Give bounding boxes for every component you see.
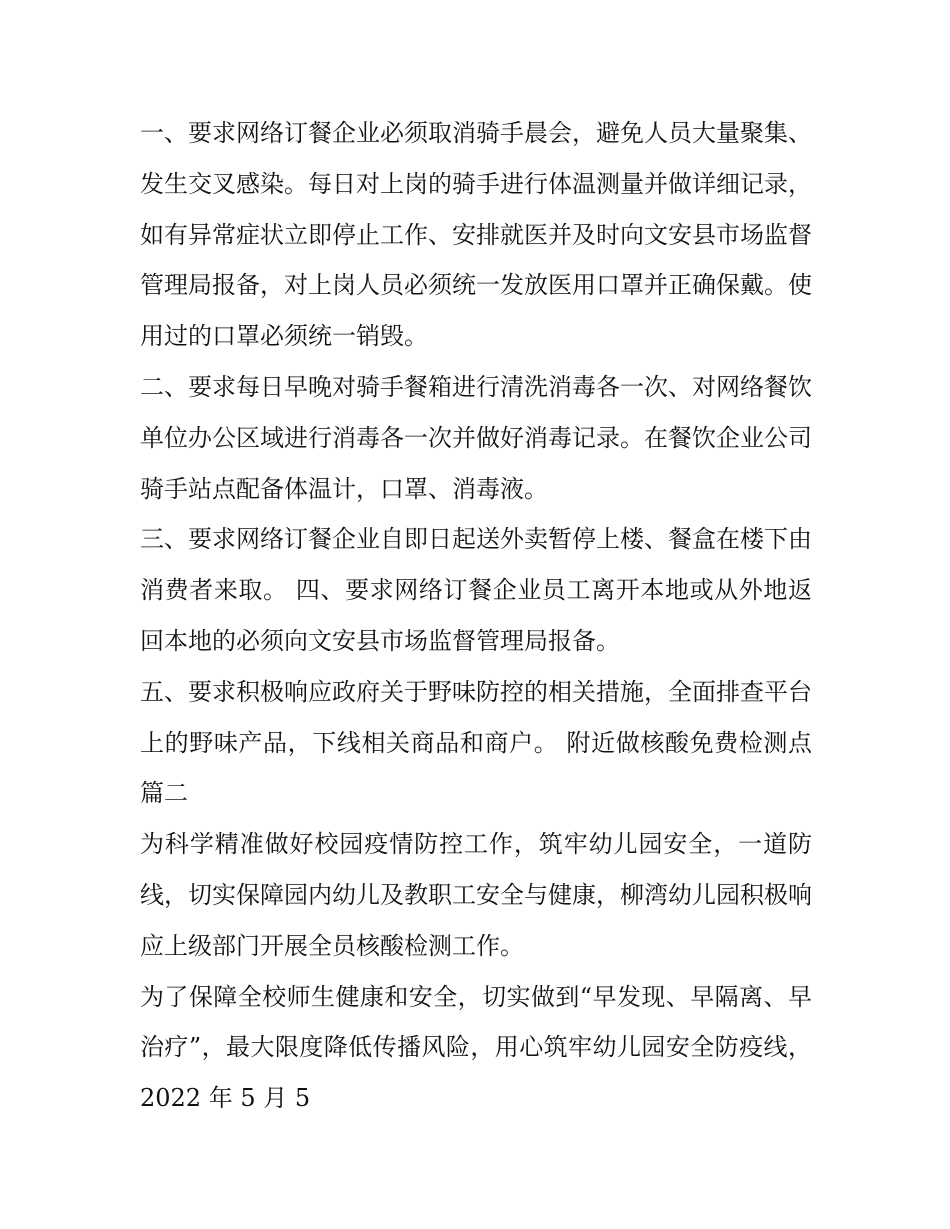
document-body: [140, 108, 812, 1124]
paragraph-6: 为了保障全校师生健康和安全，切实做到“早发现、早隔离、早治疗”，最大限度降低传播风险，用心筑牢幼儿园安全防疫线，2022 年 5 月 5: [140, 982, 812, 1113]
paragraph-5: 为科学精准做好校园疫情防控工作，筑牢幼儿园安全，一道防线，切实保障园内幼儿及教职工安全与健康，柳湾幼儿园积极响应上级部门开展全员核酸检测工作。: [140, 830, 812, 960]
paragraph-1: 一、要求网络订餐企业必须取消骑手晨会，避免人员大量聚集、发生交叉感染。每日对上岗的骑手进行体温测量并做详细记录，如有异常症状立即停止工作、安排就医并及时向文安县市场监督管理局报备，对上岗人员必须统一发放医用口罩并正确保戴。使用过的口罩必须统一销毁。: [140, 119, 812, 351]
paragraph-4: 五、要求积极响应政府关于野味防控的相关措施，全面排查平台上的野味产品，下线相关商品和商户。 附近做核酸免费检测点篇二: [140, 677, 812, 808]
paragraph-2: 二、要求每日早晚对骑手餐箱进行清洗消毒各一次、对网络餐饮单位办公区域进行消毒各一次并做好消毒记录。在餐饮企业公司骑手站点配备体温计，口罩、消毒液。: [140, 372, 812, 503]
paragraph-3: 三、要求网络订餐企业自即日起送外卖暂停上楼、餐盒在楼下由消费者来取。 四、要求网络订餐企业员工离开本地或从外地返回本地的必须向文安县市场监督管理局报备。: [140, 525, 812, 655]
